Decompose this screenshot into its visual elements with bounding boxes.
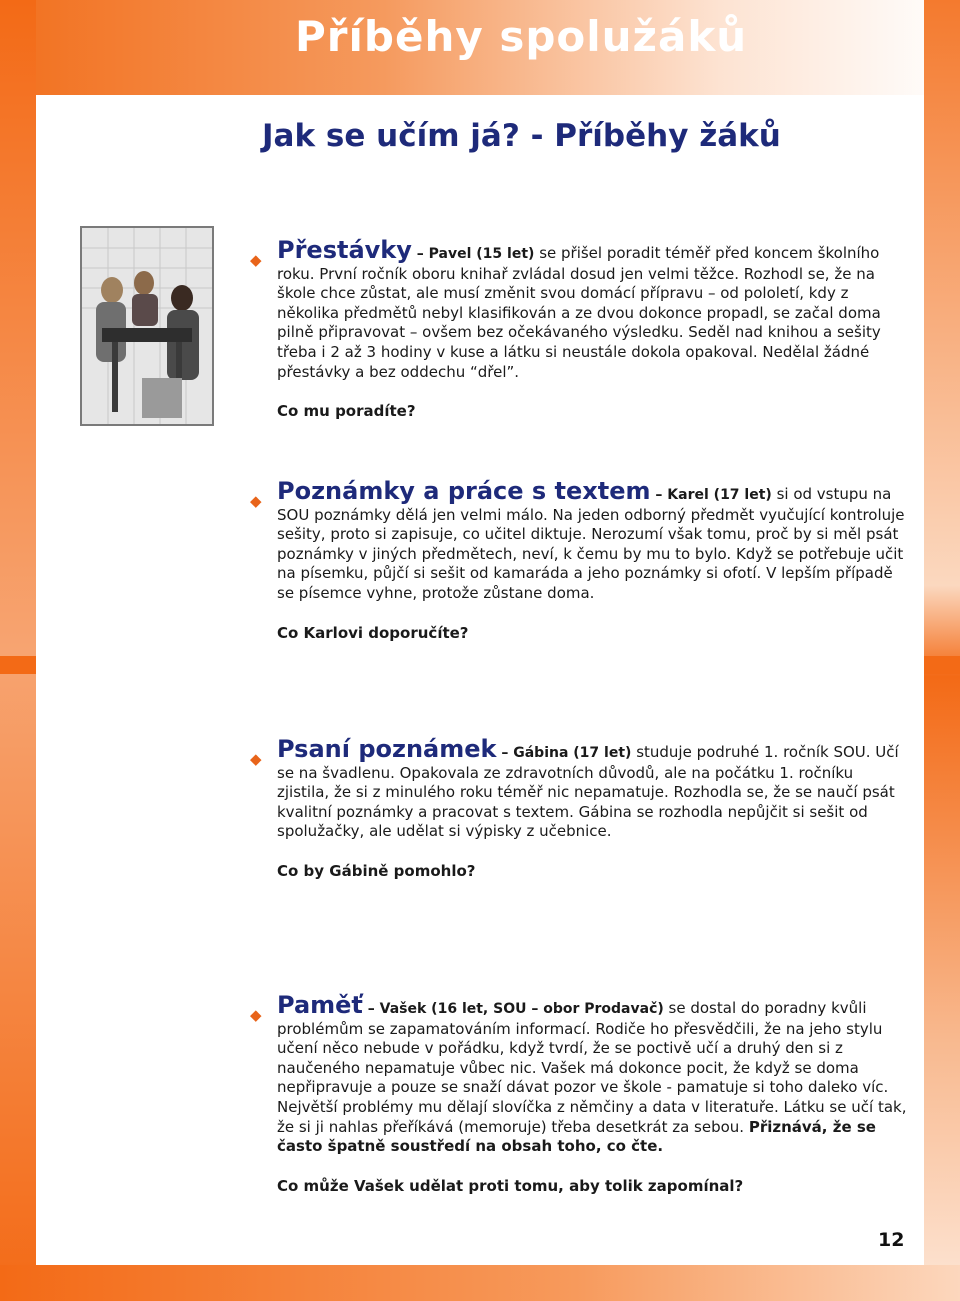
story-person: Karel (17 let) [667, 487, 772, 503]
story-title: Paměť [277, 991, 363, 1019]
story-separator: – [650, 487, 668, 503]
story-paragraph [277, 477, 910, 604]
story-body: se dostal do poradny kvůli problémům se zapamatováním informací. Rodiče ho přesvědčili, že na jeho stylu učení něco nebude v pořádku, když tvrdí, že se poctivě učí a druhý den si z naučeného nepamatuje vůbec nic. Vašek má dokonce pocit, že když se doma nepřipravuje a pouze se snaží dávat pozor ve škole - pamatuje si toho daleko víc. Největší problémy mu dělají slovíčka z němčiny a data v literatuře. Látku se učí tak, že si ji nahlas přeříkává (memoruje) třeba desetkrát za sebou. [277, 999, 907, 1136]
story-psani-poznamek [250, 735, 910, 880]
page-header: Příběhy spolužáků [295, 12, 748, 61]
story-person: Pavel (15 let) [428, 246, 535, 262]
right-border [924, 0, 960, 1301]
story-person: Vašek (16 let, SOU – obor Prodavač) [379, 1001, 664, 1017]
story-poznamky-a-prace-s-textem [250, 477, 910, 642]
page-subtitle: Jak se učím já? - Příběhy žáků [262, 118, 781, 154]
story-person: Gábina (17 let) [513, 745, 632, 761]
story-prestavky [250, 236, 910, 421]
students-photo [80, 226, 214, 426]
story-body: studuje podruhé 1. ročník SOU. Učí se na švadlenu. Opakovala ze zdravotních důvodů, ale na počátku 1. ročníku zjistila, že si z minulého roku téměř nic nepamatuje. Rozhodla se, že se naučí psát kvalitní poznámky a pracovat s textem. Gábina se rozhodla nepůjčit si sešit od spolužačky, ale udělat si výpisky z učebnice. [277, 743, 899, 841]
story-pamet [250, 991, 910, 1195]
story-question: Co Karlovi doporučíte? [277, 623, 469, 642]
diamond-bullet-icon: ◆ [250, 251, 262, 269]
story-emphasis: Přiznává, že se často špatně soustředí na obsah toho, co čte. [277, 1117, 876, 1156]
story-question: Co může Vašek udělat proti tomu, aby tolik zapomínal? [277, 1176, 744, 1195]
left-border [0, 0, 36, 1301]
story-paragraph [277, 735, 910, 842]
story-title: Poznámky a práce s textem [277, 477, 651, 505]
story-separator: – [362, 1001, 380, 1017]
diamond-bullet-icon: ◆ [250, 750, 262, 768]
story-title: Psaní poznámek [277, 735, 497, 763]
right-border-accent [924, 656, 960, 674]
story-question: Co mu poradíte? [277, 402, 416, 421]
left-border-accent [0, 656, 36, 674]
story-question: Co by Gábině pomohlo? [277, 861, 476, 880]
diamond-bullet-icon: ◆ [250, 1006, 262, 1024]
story-paragraph [277, 991, 910, 1157]
story-title: Přestávky [277, 236, 412, 264]
story-paragraph [277, 236, 910, 382]
story-body: se přišel poradit téměř před koncem školního roku. První ročník oboru knihař zvládal dosud jen velmi těžce. Rozhodl se, že na škole chce zůstat, ale musí změnit svou domácí přípravu – od pololetí, kdy z několika předmětů nebyl klasifikován a ze dvou dokonce propadl, se začal doma pilně připravovat – ovšem bez očekávaného výsledku. Seděl nad knihou a sešity třeba i 2 až 3 hodiny v kuse a látku si neustále dokola opakoval. Nedělal žádné přestávky a bez oddechu “dřel”. [277, 244, 881, 381]
story-separator: – [496, 745, 514, 761]
bottom-border [0, 1265, 960, 1301]
page-number: 12 [878, 1229, 905, 1251]
story-body: si od vstupu na SOU poznámky dělá jen velmi málo. Na jeden odborný předmět vyučující kontroluje sešity, proto si zapisuje, co učitel diktuje. Nerozumí však tomu, proč by si měl psát poznámky v jiných předmětech, neví, k čemu by mu to bylo. Když se potřebuje učit na písemku, půjčí si sešit od kamaráda a jeho poznámky si ofotí. V lepším případě se písemce vyhne, protože zůstane doma. [277, 485, 905, 602]
story-separator: – [411, 246, 429, 262]
students-photo-illustration [82, 228, 212, 424]
diamond-bullet-icon: ◆ [250, 492, 262, 510]
